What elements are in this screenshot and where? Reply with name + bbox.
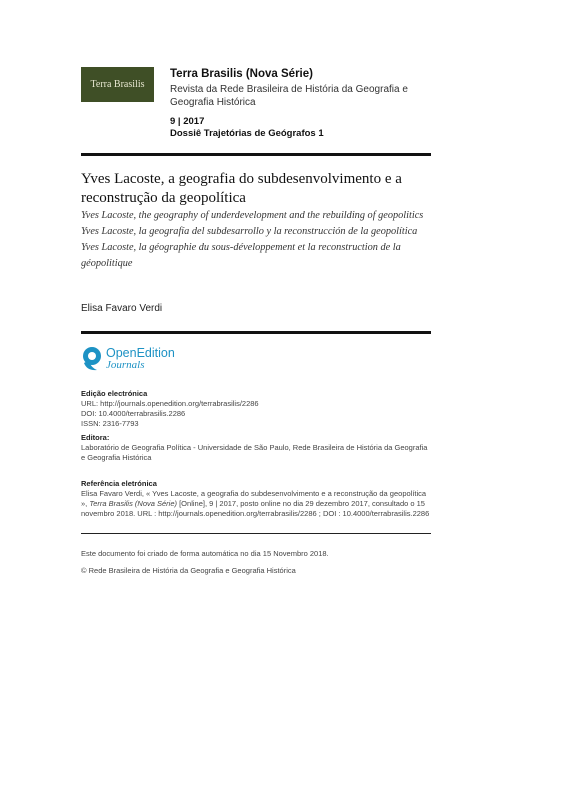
edition-url[interactable]: URL: http://journals.openedition.org/terrabrasilis/2286	[81, 399, 259, 408]
dossier-title: Dossiê Trajetórias de Geógrafos 1	[170, 128, 324, 139]
reference-heading: Referência eletrónica	[81, 479, 157, 488]
reference-text	[81, 489, 433, 519]
publisher-text: Laboratório de Geografia Política - Universidade de São Paulo, Rede Brasileira de História da Geografia e Geografia Histórica	[81, 443, 428, 462]
edition-heading: Edição electrónica	[81, 389, 148, 398]
reference-text-end: [Online], 9 | 2017, posto online no dia 29 dezembro 2017, consultado o 15 novembro 2018. URL : http://journals.openedition.org/terrabrasilis/2286 ; DOI : 10.4000/terrabrasilis.2286	[81, 499, 430, 518]
edition-block	[81, 389, 433, 429]
article-title-fr: Yves Lacoste, la géographie du sous-développement et la reconstruction de la géopolitique	[81, 242, 401, 269]
publisher-heading: Editora:	[81, 433, 110, 442]
journal-logo	[81, 67, 154, 102]
openedition-journals: Journals	[106, 359, 145, 371]
journal-title: Terra Brasilis (Nova Série)	[170, 68, 313, 80]
middle-divider	[81, 331, 431, 334]
journal-subtitle: Revista da Rede Brasileira de História da Geografia e Geografia Histórica	[170, 84, 408, 108]
reference-block	[81, 479, 433, 519]
article-titles	[81, 170, 433, 272]
openedition-name: OpenEdition	[106, 346, 175, 360]
reference-text-start: Elisa Favaro Verdi, « Yves Lacoste, a geografia do subdesenvolvimento e a reconstrução da geopolítica »,	[81, 489, 427, 508]
top-divider	[81, 153, 431, 156]
copyright-note: © Rede Brasileira de História da Geografia e Geografia Histórica	[81, 566, 296, 575]
publisher-block	[81, 433, 433, 463]
reference-journal: Terra Brasilis (Nova Série)	[89, 499, 178, 508]
journal-header	[170, 67, 440, 109]
article-author: Elisa Favaro Verdi	[81, 303, 163, 314]
generated-note: Este documento foi criado de forma automática no dia 15 Novembro 2018.	[81, 549, 329, 558]
article-title-es: Yves Lacoste, la geografía del subdesarrollo y la reconstrucción de la geopolítica	[81, 226, 418, 237]
article-title-en: Yves Lacoste, the geography of underdevelopment and the rebuilding of geopolitics	[81, 210, 424, 221]
journal-logo-text: Terra Brasilis	[90, 79, 145, 90]
openedition-logo	[81, 346, 175, 372]
bottom-divider	[81, 533, 431, 534]
edition-doi[interactable]: DOI: 10.4000/terrabrasilis.2286	[81, 409, 186, 418]
openedition-logo-icon	[81, 346, 103, 372]
issue-number: 9 | 2017	[170, 116, 205, 127]
edition-issn: ISSN: 2316-7793	[81, 419, 139, 428]
article-title-pt: Yves Lacoste, a geografia do subdesenvolvimento e a reconstrução da geopolítica	[81, 171, 402, 206]
issue-info	[170, 116, 440, 140]
